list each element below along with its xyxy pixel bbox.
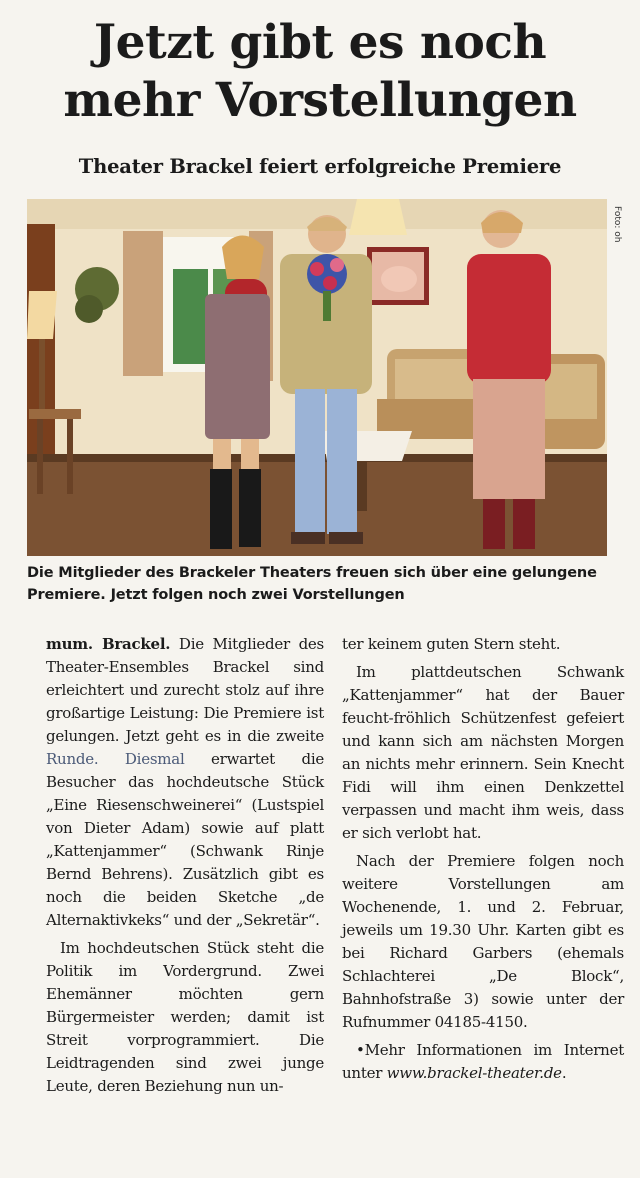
stage-photo bbox=[27, 199, 607, 556]
website-link[interactable]: www.brackel-theater.de bbox=[386, 1064, 562, 1082]
article-column-right bbox=[342, 633, 624, 1085]
subheadline: Theater Brackel feiert erfolgreiche Premiere bbox=[78, 155, 562, 178]
article-paragraph-continued: ter keinem guten Stern steht. bbox=[342, 635, 561, 653]
info-text-end: . bbox=[561, 1064, 567, 1082]
headline bbox=[0, 14, 640, 130]
paragraph-text: erwartet die Besucher das hochdeutsche Stück „Eine Riesenschweinerei“ (Lustspiel von Dieter Adam) sowie auf platt „Kattenjammer“ (Schwank Rinje Bernd Behrens). Zusätzlich gibt es noch die beiden Sketche „de Alternaktivkeks“ und der „Sekretär“. bbox=[46, 750, 324, 929]
info-text: •Mehr Informationen im Internet unter bbox=[342, 1041, 624, 1082]
photo-credit: Foto: oh bbox=[612, 206, 622, 243]
headline-line-2: mehr Vorstellungen bbox=[63, 73, 577, 128]
article-paragraph bbox=[342, 1039, 624, 1085]
paragraph-text: Die Mitglieder des Theater-Ensembles Brackel sind erleichtert und zurecht stolz auf ihre großartige Leistung: Die Premiere ist gelungen. Jetzt geht es in die zweite bbox=[46, 635, 324, 745]
article-paragraph: Im hochdeutschen Stück steht die Politik im Vordergrund. Zwei Ehemänner möchten gern Bürgermeister werden; damit ist Streit vorprogrammiert. Die Leidtragenden sind zwei junge Leute, deren Beziehung nun un- bbox=[46, 939, 324, 1095]
photo-caption: Die Mitglieder des Brackeler Theaters freuen sich über eine gelungene Premiere. Jetzt folgen noch zwei Vorstellungen bbox=[27, 565, 597, 603]
article-paragraph: Im plattdeutschen Schwank „Kattenjammer“ hat der Bauer feucht-fröhlich Schützenfest gefeiert und kann sich am nächsten Morgen an nichts mehr erinnern. Sein Knecht Fidi will ihm einen Denkzettel verpassen und macht ihm weis, dass er sich verlobt hat. bbox=[342, 663, 624, 842]
article-paragraph: Nach der Premiere folgen noch weitere Vorstellungen am Wochenende, 1. und 2. Februar, jeweils um 19.30 Uhr. Karten gibt es bei Richard Garbers (ehemals Schlachterei „De Block“, Bahnhofstraße 3) sowie unter der Rufnummer 04185-4150. bbox=[342, 852, 624, 1031]
paragraph-text-faded: Runde. Diesmal bbox=[46, 750, 185, 768]
byline: mum. Brackel. bbox=[46, 635, 171, 653]
article-paragraph bbox=[46, 633, 324, 932]
article-column-left bbox=[46, 633, 324, 1098]
headline-line-1: Jetzt gibt es noch bbox=[93, 15, 547, 70]
